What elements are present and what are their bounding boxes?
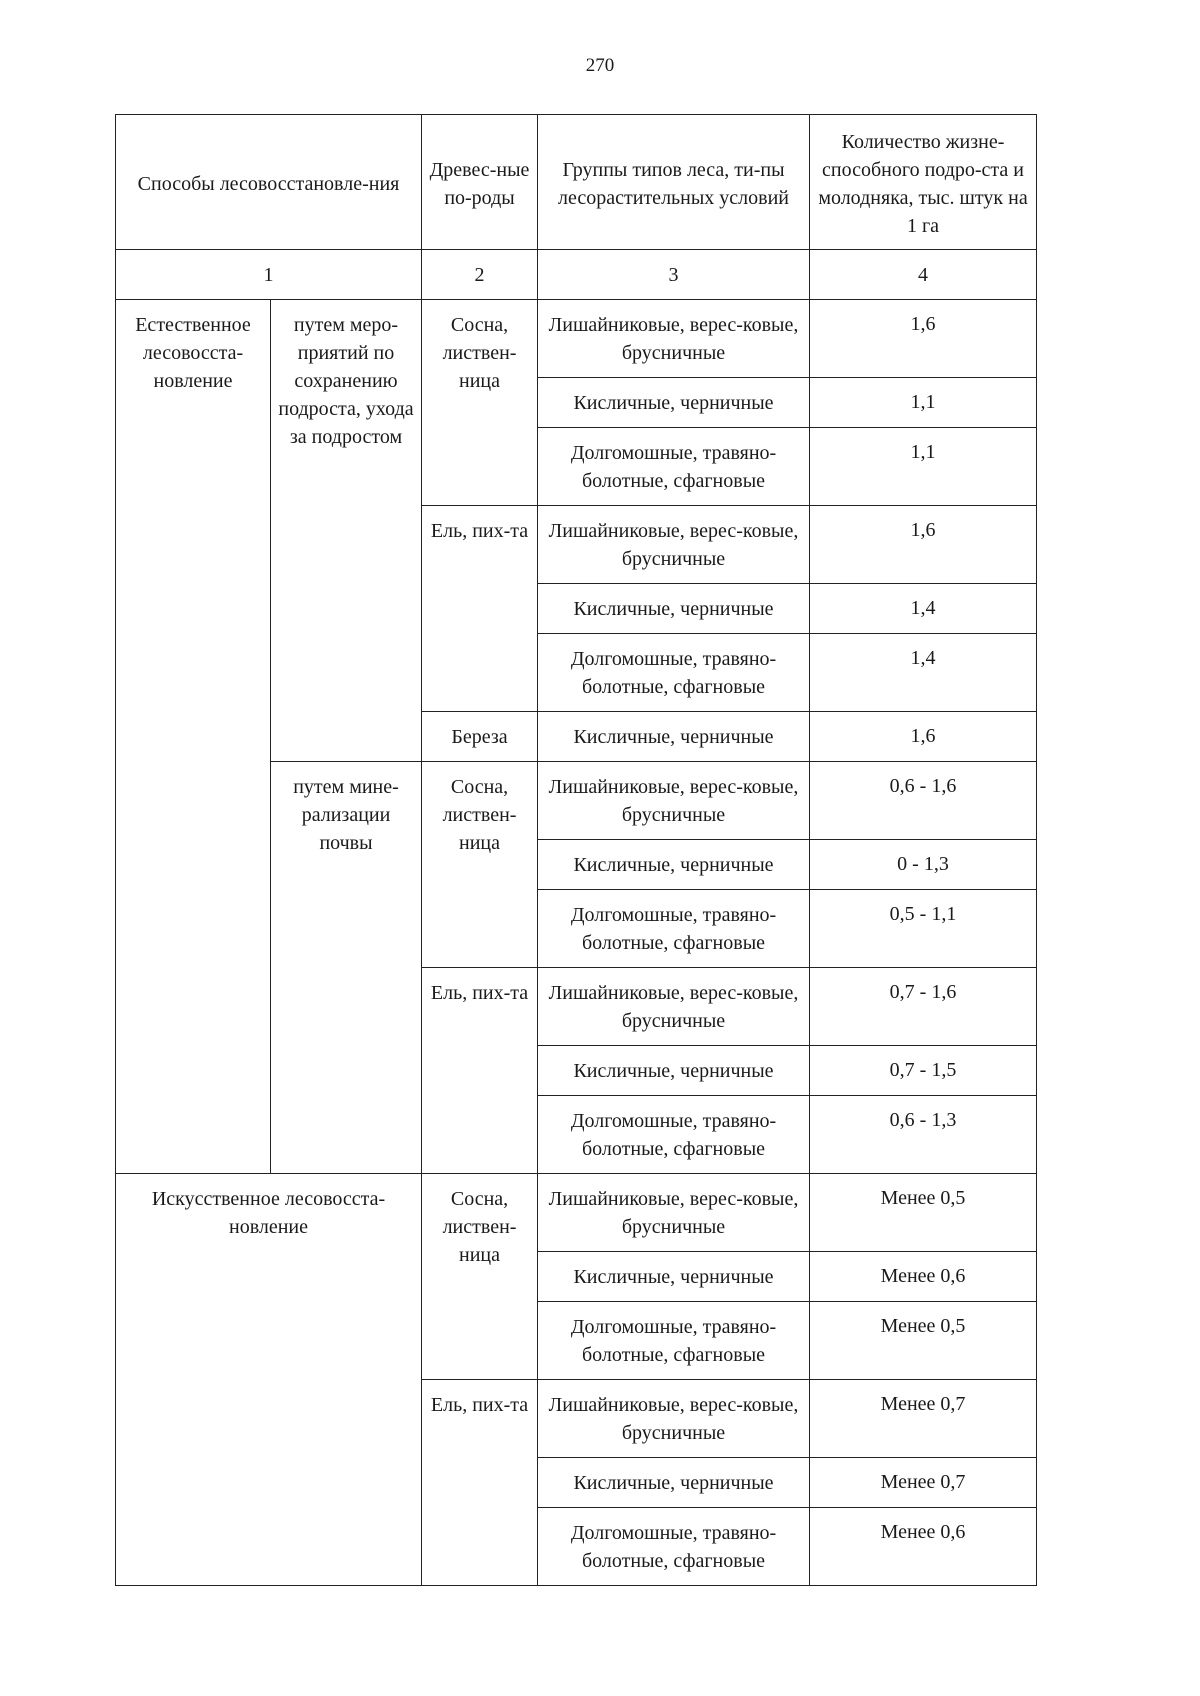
value-cell: 1,1 <box>810 378 1037 428</box>
forest-type-cell: Лишайниковые, верес-ковые, брусничные <box>538 1174 810 1252</box>
species-cell: Сосна, листвен-ница <box>422 300 538 506</box>
value-cell: 1,4 <box>810 634 1037 712</box>
header-forest-types: Группы типов леса, ти-пы лесорастительных условий <box>538 115 810 250</box>
forest-type-cell: Кисличные, черничные <box>538 1252 810 1302</box>
column-number: 4 <box>810 250 1037 300</box>
species-cell: Ель, пих-та <box>422 968 538 1174</box>
value-cell: Менее 0,6 <box>810 1252 1037 1302</box>
forest-type-cell: Долгомошные, травяно-болотные, сфагновые <box>538 634 810 712</box>
table-header-row <box>116 115 1037 250</box>
value-cell: Менее 0,5 <box>810 1174 1037 1252</box>
method-natural-sub2: путем мине-рализации почвы <box>271 762 422 1174</box>
forest-type-cell: Долгомошные, травяно-болотные, сфагновые <box>538 1096 810 1174</box>
forest-type-cell: Лишайниковые, верес-ковые, брусничные <box>538 762 810 840</box>
method-artificial: Искусственное лесовосста-новление <box>116 1174 422 1586</box>
forest-type-cell: Долгомошные, травяно-болотные, сфагновые <box>538 1302 810 1380</box>
forest-type-cell: Кисличные, черничные <box>538 378 810 428</box>
forest-type-cell: Лишайниковые, верес-ковые, брусничные <box>538 506 810 584</box>
column-numbers-row <box>116 250 1037 300</box>
value-cell: Менее 0,7 <box>810 1380 1037 1458</box>
header-species: Древес-ные по-роды <box>422 115 538 250</box>
species-cell: Сосна, листвен-ница <box>422 1174 538 1380</box>
method-natural-sub1: путем меро-приятий по сохранению подроста, ухода за подростом <box>271 300 422 762</box>
forest-type-cell: Долгомошные, травяно-болотные, сфагновые <box>538 1508 810 1586</box>
value-cell: Менее 0,5 <box>810 1302 1037 1380</box>
forest-regeneration-table <box>115 114 1037 1586</box>
forest-type-cell: Долгомошные, травяно-болотные, сфагновые <box>538 428 810 506</box>
value-cell: Менее 0,6 <box>810 1508 1037 1586</box>
forest-type-cell: Лишайниковые, верес-ковые, брусничные <box>538 968 810 1046</box>
column-number: 2 <box>422 250 538 300</box>
forest-type-cell: Лишайниковые, верес-ковые, брусничные <box>538 300 810 378</box>
value-cell: 1,1 <box>810 428 1037 506</box>
header-quantity: Количество жизне-способного подро-ста и молодняка, тыс. штук на 1 га <box>810 115 1037 250</box>
header-methods: Способы лесовосстановле-ния <box>116 115 422 250</box>
species-cell: Береза <box>422 712 538 762</box>
value-cell: 0,6 - 1,6 <box>810 762 1037 840</box>
forest-type-cell: Долгомошные, травяно-болотные, сфагновые <box>538 890 810 968</box>
table-row <box>116 1174 1037 1252</box>
forest-type-cell: Кисличные, черничные <box>538 712 810 762</box>
value-cell: 1,6 <box>810 506 1037 584</box>
value-cell: 0,5 - 1,1 <box>810 890 1037 968</box>
value-cell: 0,6 - 1,3 <box>810 1096 1037 1174</box>
forest-type-cell: Кисличные, черничные <box>538 1458 810 1508</box>
forest-type-cell: Кисличные, черничные <box>538 1046 810 1096</box>
table-row <box>116 300 1037 378</box>
value-cell: 1,4 <box>810 584 1037 634</box>
column-number: 3 <box>538 250 810 300</box>
column-number: 1 <box>116 250 422 300</box>
value-cell: 0,7 - 1,6 <box>810 968 1037 1046</box>
forest-type-cell: Лишайниковые, верес-ковые, брусничные <box>538 1380 810 1458</box>
page-number: 270 <box>585 55 615 76</box>
species-cell: Ель, пих-та <box>422 1380 538 1586</box>
species-cell: Сосна, листвен-ница <box>422 762 538 968</box>
forest-type-cell: Кисличные, черничные <box>538 584 810 634</box>
value-cell: 0 - 1,3 <box>810 840 1037 890</box>
species-cell: Ель, пих-та <box>422 506 538 712</box>
method-natural: Естественное лесовосста-новление <box>116 300 271 1174</box>
value-cell: 1,6 <box>810 300 1037 378</box>
value-cell: Менее 0,7 <box>810 1458 1037 1508</box>
value-cell: 0,7 - 1,5 <box>810 1046 1037 1096</box>
forest-type-cell: Кисличные, черничные <box>538 840 810 890</box>
value-cell: 1,6 <box>810 712 1037 762</box>
